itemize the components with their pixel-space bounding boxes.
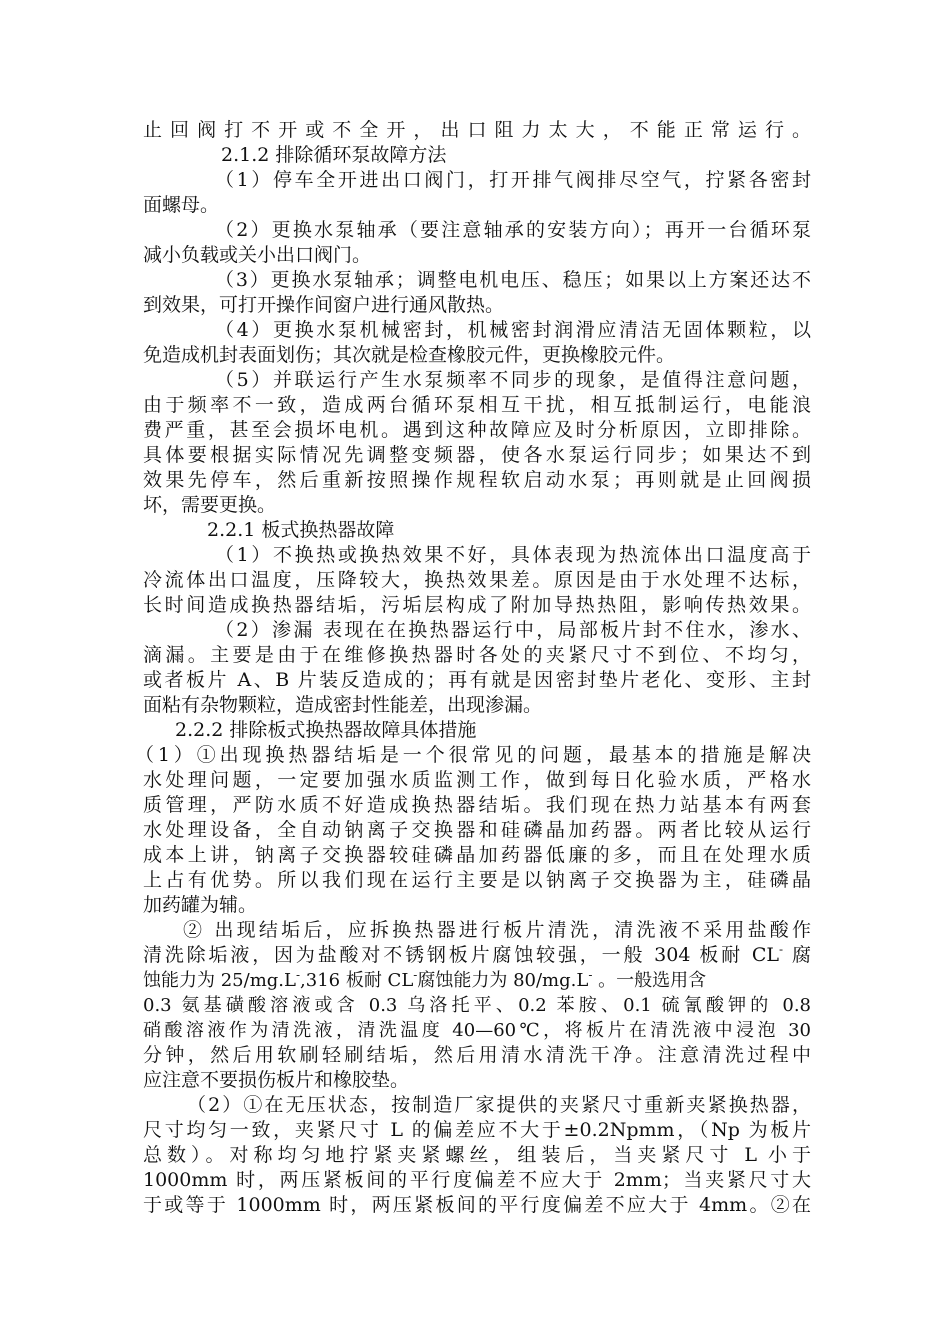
line-fragment: ,316 板耐 CL [300,970,414,991]
text-line: 总数）。对称均匀地拧紧夹紧螺丝，组装后，当夹紧尺寸 L 小于 [143,1144,811,1166]
text-line: 面粘有杂物颗粒，造成密封性能差，出现渗漏。 [143,694,543,716]
text-line: 水处理设备，全自动钠离子交换器和硅磷晶加药器。两者比较从运行 [143,819,811,841]
text-line: （1）①出现换热器结垢是一个很常见的问题，最基本的措施是解决 [135,744,811,766]
text-line: 分钟，然后用软刷轻刷结垢，然后用清水清洗干净。注意清洗过程中 [143,1044,811,1066]
text-line: （1）停车全开进出口阀门，打开排气阀排尽空气，拧紧各密封 [215,169,811,191]
line-fragment: 蚀能力为 25/mg.L [143,970,296,991]
text-line-with-superscripts [143,968,811,993]
text-line: 费严重，甚至会损坏电机。遇到这种故障应及时分析原因，立即排除。 [143,419,811,441]
section-heading: 2.2.1 板式换热器故障 [207,519,395,541]
text-line: 具体要根据实际情况先调整变频器，使各水泵运行同步；如果达不到 [143,444,811,466]
section-heading: 2.1.2 排除循环泵故障方法 [221,144,447,166]
text-line: 清洗除垢液，因为盐酸对不锈钢板片腐蚀较强，一般 304 板耐 CL- 腐 [143,942,811,966]
text-line: 质管理，严防水质不好造成换热器结垢。我们现在热力站基本有两套 [143,794,811,816]
text-line: （1）不换热或换热效果不好，具体表现为热流体出口温度高于 [215,544,811,566]
text-line: （2）①在无压状态，按制造厂家提供的夹紧尺寸重新夹紧换热器， [187,1094,811,1116]
text-line: 0.3 氨基磺酸溶液或含 0.3 乌洛托平、0.2 苯胺、0.1 硫氰酸钾的 0.8 [143,995,811,1016]
text-line: 加药罐为辅。 [143,894,258,916]
text-line: （2）渗漏 表现在在换热器运行中，局部板片封不住水，渗水、 [215,619,811,641]
line-fragment: 腐蚀能力为 80/mg.L [417,970,589,991]
text-line: 冷流体出口温度，压降较大，换热效果差。原因是由于水处理不达标， [143,569,811,591]
text-line: 面螺母。 [143,194,220,216]
text-line: 应注意不要损伤板片和橡胶垫。 [143,1069,410,1091]
section-heading: 2.2.2 排除板式换热器故障具体措施 [175,719,477,741]
text-line: （5）并联运行产生水泵频率不同步的现象，是值得注意问题， [215,369,811,391]
text-line: 滴漏。主要是由于在维修换热器时各处的夹紧尺寸不到位、不均匀， [143,644,811,666]
text-line: 效果先停车，然后重新按照操作规程软启动水泵；再则就是止回阀损 [143,469,811,491]
text-line: 上占有优势。所以我们现在运行主要是以钠离子交换器为主，硅磷晶 [143,869,811,891]
text-line: 止回阀打不开或不全开，出口阻力太大，不能正常运行。 [143,119,811,141]
line-fragment: 腐 [783,944,811,966]
superscript-minus: - [295,968,301,982]
document-page [135,118,811,1218]
superscript-minus: - [413,968,418,982]
text-line: （2）更换水泵轴承（要注意轴承的安装方向）；再开一台循环泵 [215,219,811,241]
text-line: 或者板片 A、B 片装反造成的；再有就是因密封垫片老化、变形、主封 [143,669,811,691]
text-line: 成本上讲，钠离子交换器较硅磷晶加药器低廉的多，而且在处理水质 [143,844,811,866]
text-line: 坏，需要更换。 [143,494,277,516]
text-line: 水处理问题，一定要加强水质监测工作，做到每日化验水质，严格水 [143,769,811,791]
text-line: （3）更换水泵轴承；调整电机电压、稳压；如果以上方案还达不 [215,269,811,291]
superscript-minus: - [588,968,593,982]
text-line: 免造成机封表面划伤；其次就是检查橡胶元件，更换橡胶元件。 [143,344,676,366]
superscript-minus: - [779,942,784,957]
line-fragment: 。一般选用含 [592,970,707,991]
text-line: 减小负载或关小出口阀门。 [143,244,372,266]
text-line: 长时间造成换热器结垢，污垢层构成了附加导热热阻，影响传热效果。 [143,594,811,616]
text-line: 到效果，可打开操作间窗户进行通风散热。 [143,294,505,316]
text-line: 尺寸均匀一致，夹紧尺寸 L 的偏差应不大于±0.2Npmm，（Np 为板片 [143,1119,811,1141]
text-line: 于或等于 1000mm 时，两压紧板间的平行度偏差不应大于 4mm。②在 [143,1194,811,1216]
text-line-cl-minus-a [296,970,706,991]
text-line: ② 出现结垢后，应拆换热器进行板片清洗，清洗液不采用盐酸作 [183,919,811,941]
text-line: 1000mm 时，两压紧板间的平行度偏差不应大于 2mm；当夹紧尺寸大 [143,1169,811,1191]
text-line: 由于频率不一致，造成两台循环泵相互干扰，相互抵制运行，电能浪 [143,394,811,416]
text-line: （4）更换水泵机械密封，机械密封润滑应清洁无固体颗粒，以 [215,319,811,341]
text-line: 硝酸溶液作为清洗液，清洗温度 40—60℃，将板片在清洗液中浸泡 30 [143,1020,811,1041]
